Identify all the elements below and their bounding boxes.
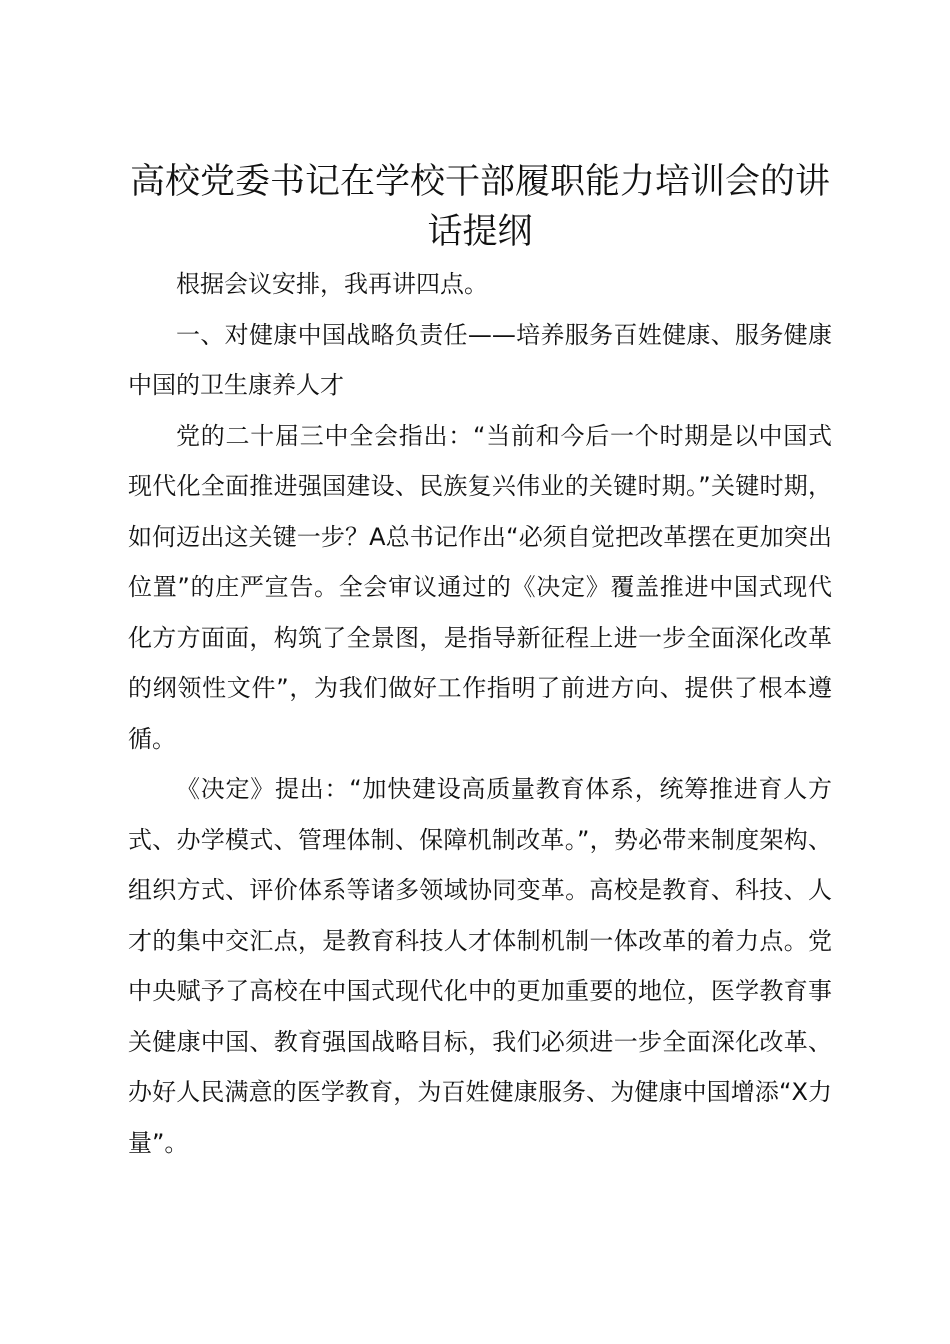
section-heading-one: 一、对健康中国战略负责任——培养服务百姓健康、服务健康中国的卫生康养人才 <box>128 320 832 399</box>
paragraph-intro: 根据会议安排，我再讲四点。 <box>176 270 488 298</box>
document-title: 高校党委书记在学校干部履职能力培训会的讲话提纲 <box>129 162 830 252</box>
paragraph-plenum: 党的二十届三中全会指出：“当前和今后一个时期是以中国式现代化全面推进强国建设、民族复兴伟业的关键时期。”关键时期，如何迈出这关键一步？A总书记作出“必须自觉把改革摆在更加突出位置”的庄严宣告。全会审议通过的《决定》覆盖推进中国式现代化方方面面，构筑了全景图，是指导新征程上进一步全面深化改革的纲领性文件”，为我们做好工作指明了前进方向、提供了根本遵循。 <box>128 421 832 753</box>
paragraph-decision: 《决定》提出：“加快建设高质量教育体系，统筹推进育人方式、办学模式、管理体制、保障机制改革。”，势必带来制度架构、组织方式、评价体系等诸多领域协同变革。高校是教育、科技、人才的集中交汇点，是教育科技人才体制机制一体改革的着力点。党中央赋予了高校在中国式现代化中的更加重要的地位，医学教育事关健康中国、教育强国战略目标，我们必须进一步全面深化改革、办好人民满意的医学教育，为百姓健康服务、为健康中国增添“X力量”。 <box>128 775 832 1157</box>
document-body <box>128 157 832 1168</box>
